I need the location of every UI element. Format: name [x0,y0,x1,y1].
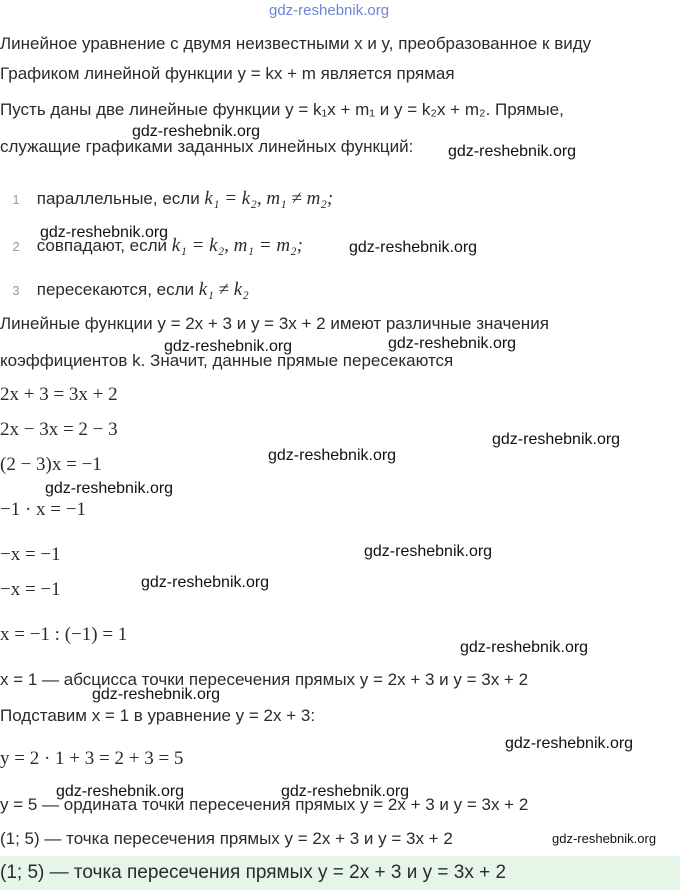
watermark: gdz-reshebnik.org [141,574,270,591]
intro-line-1: Линейное уравнение с двумя неизвестными x и y, преобразованное к виду [0,34,592,53]
case-text: параллельные, если [36,189,200,208]
ordinate-line: y = 5 — ордината точки пересечения прямых y = 2x + 3 и y = 3x + 2 [0,795,529,814]
solution-line-1: Линейные функции y = 2x + 3 и y = 3x + 2 имеют различные значения [0,314,549,333]
case-item-1 [0,188,333,211]
equation-4: −1 · x = −1 [0,499,86,520]
watermark: gdz-reshebnik.org [164,338,293,355]
watermark: gdz-reshebnik.org [505,735,634,752]
case-text: пересекаются, если [36,280,195,299]
watermark: gdz-reshebnik.org [448,143,577,160]
watermark: gdz-reshebnik.org [460,639,589,656]
case-number: 3 [12,283,20,298]
watermark: gdz-reshebnik.org [92,686,221,703]
intro-line-3: Пусть даны две линейные функции y = k₁x + m₁ и y = k₂x + m₂. Прямые, [0,100,564,119]
case-item-3 [0,279,249,302]
case-item-2 [0,235,303,258]
watermark-top: gdz-reshebnik.org [269,2,390,19]
watermark: gdz-reshebnik.org [45,480,174,497]
equation-8: y = 2 · 1 + 3 = 2 + 3 = 5 [0,748,184,769]
watermark: gdz-reshebnik.org [268,447,397,464]
watermark: gdz-reshebnik.org [552,831,657,846]
case-formula: k₁ ≠ k₂ [198,279,249,300]
case-formula: k₁ = k₂, m₁ = m₂; [171,235,303,256]
case-text: совпадают, если [36,236,168,255]
point-line: (1; 5) — точка пересечения прямых y = 2x + 3 и y = 3x + 2 [0,829,453,848]
case-number: 1 [12,192,20,207]
answer-box: (1; 5) — точка пересечения прямых y = 2x + 3 и y = 3x + 2 [0,856,680,890]
watermark: gdz-reshebnik.org [132,123,261,140]
watermark: gdz-reshebnik.org [40,224,169,241]
watermark: gdz-reshebnik.org [388,335,517,352]
equation-2: 2x − 3x = 2 − 3 [0,419,118,440]
substitute-line: Подставим x = 1 в уравнение y = 2x + 3: [0,706,316,725]
case-number: 2 [12,239,20,254]
equation-1: 2x + 3 = 3x + 2 [0,384,118,405]
intro-line-4: служащие графиками заданных линейных функций: [0,137,414,156]
intro-line-2: Графиком линейной функции y = kx + m является прямая [0,64,455,83]
equation-7: x = −1 : (−1) = 1 [0,624,128,645]
abscissa-line: x = 1 — абсцисса точки пересечения прямых y = 2x + 3 и y = 3x + 2 [0,670,529,689]
watermark: gdz-reshebnik.org [349,239,478,256]
watermark: gdz-reshebnik.org [56,783,185,800]
watermark: gdz-reshebnik.org [281,783,410,800]
watermark: gdz-reshebnik.org [492,431,621,448]
case-formula: k₁ = k₂, m₁ ≠ m₂; [204,188,334,209]
equation-3: (2 − 3)x = −1 [0,454,102,475]
equation-5: −x = −1 [0,544,61,565]
equation-6: −x = −1 [0,579,61,600]
solution-line-2: коэффициентов k. Значит, данные прямые пересекаются [0,351,454,370]
watermark: gdz-reshebnik.org [364,543,493,560]
